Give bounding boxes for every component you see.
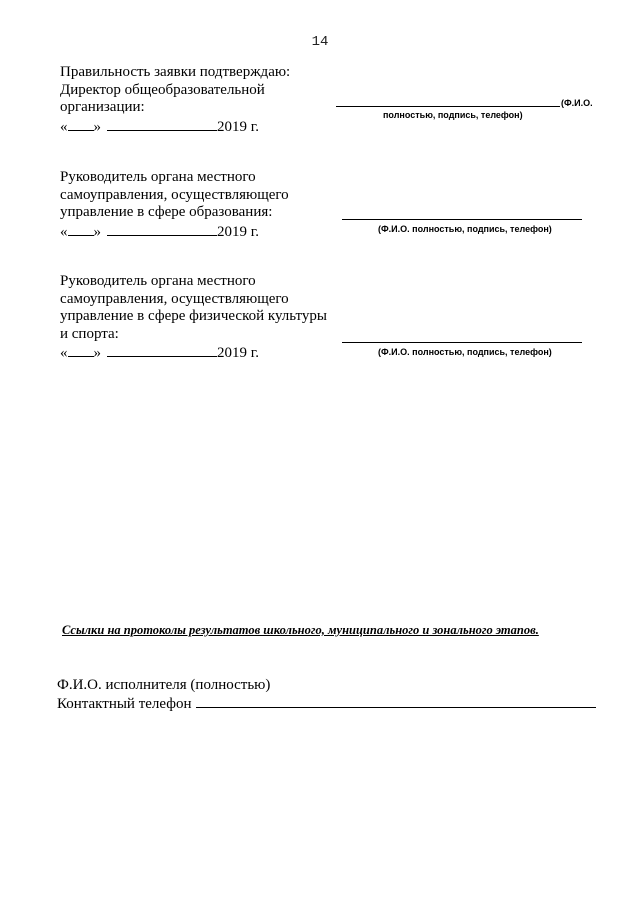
block-line: самоуправления, осуществляющего xyxy=(60,290,289,307)
day-blank xyxy=(68,117,94,131)
block-line: Директор общеобразовательной xyxy=(60,81,265,98)
month-blank xyxy=(107,222,217,236)
executor-phone-label: Контактный телефон xyxy=(57,696,192,712)
signature-line xyxy=(342,219,582,220)
block-line: управление в сфере образования: xyxy=(60,204,273,220)
day-blank xyxy=(68,343,94,357)
day-blank xyxy=(68,222,94,236)
executor-block xyxy=(57,676,596,713)
date-open-quote: « xyxy=(60,223,68,240)
date-close-quote: » xyxy=(93,223,101,240)
month-blank xyxy=(107,117,217,131)
signature-caption-top: (Ф.И.О. xyxy=(561,98,593,108)
date-open-quote: « xyxy=(60,345,68,361)
signature-caption: полностью, подпись, телефон) xyxy=(383,110,523,120)
date-close-quote: » xyxy=(93,345,101,361)
protocol-links-heading: Ссылки на протоколы результатов школьного, муниципального и зонального этапов. xyxy=(62,623,539,637)
phone-blank xyxy=(196,694,596,708)
block-line: и спорта: xyxy=(60,325,119,342)
signature-line xyxy=(342,342,582,343)
page-number: 14 xyxy=(311,34,329,50)
sport-authority-block xyxy=(60,273,330,363)
date-open-quote: « xyxy=(60,118,68,135)
block-line: самоуправления, осуществляющего xyxy=(60,186,289,203)
block-line: управление в сфере физической культуры xyxy=(60,308,327,324)
year-label: 2019 г. xyxy=(217,118,259,135)
signature-line xyxy=(336,106,560,107)
date-line xyxy=(60,222,330,242)
director-confirmation-block xyxy=(60,64,330,136)
block-line: организации: xyxy=(60,99,145,115)
executor-name-label: Ф.И.О. исполнителя (полностью) xyxy=(57,677,271,693)
date-close-quote: » xyxy=(93,118,101,135)
date-line xyxy=(60,117,330,137)
year-label: 2019 г. xyxy=(217,223,259,240)
year-label: 2019 г. xyxy=(217,345,259,361)
education-authority-block xyxy=(60,169,330,241)
signature-caption: (Ф.И.О. полностью, подпись, телефон) xyxy=(378,224,552,234)
date-line xyxy=(60,343,330,363)
signature-caption: (Ф.И.О. полностью, подпись, телефон) xyxy=(378,347,552,357)
block-line: Правильность заявки подтверждаю: xyxy=(60,64,291,80)
block-line: Руководитель органа местного xyxy=(60,273,256,289)
executor-phone-row xyxy=(57,694,596,713)
month-blank xyxy=(107,343,217,357)
block-line: Руководитель органа местного xyxy=(60,169,256,185)
